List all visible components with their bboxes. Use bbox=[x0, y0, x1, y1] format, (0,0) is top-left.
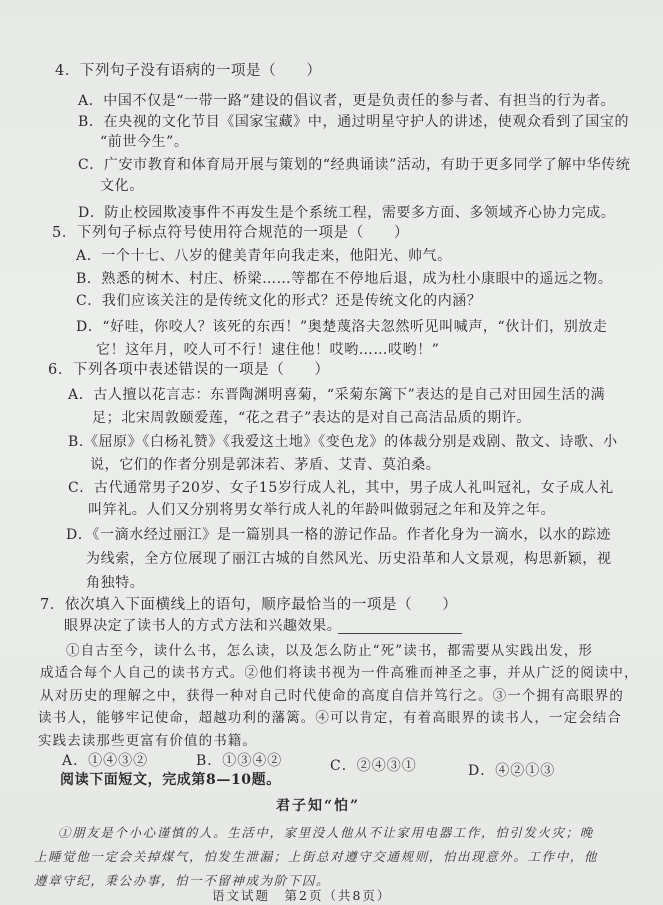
q6-option-a: A．古人擅以花言志：东晋陶渊明喜菊，“采菊东篱下”表达的是自己对田园生活的满 bbox=[68, 387, 606, 403]
q7-passage-line-3: 从对历史的理解之中，获得一种对自己时代使命的高度自信并笃行之。③一个拥有高眼界的 bbox=[40, 688, 624, 704]
q6-option-d-cont2: 角独特。 bbox=[86, 575, 145, 591]
q4-option-b: B．在央视的文化节目《国家宝藏》中，通过明星守护人的讲述，使观众看到了国宝的 bbox=[78, 114, 630, 130]
reading-line-3: 遵章守纪，秉公办事，怕一不留神成为阶下囚。 bbox=[34, 873, 331, 888]
q6-option-b: B.《屈原》《白杨礼赞》《我爱这土地》《变色龙》的体裁分别是戏剧、散文、诗歌、小 bbox=[68, 434, 618, 450]
q7-choice-d: D．④②①③ bbox=[468, 763, 556, 779]
reading-line-1: ①朋友是个小心谨慎的人。生活中，家里没人他从不让家用电器工作，怕引发火灾；晚 bbox=[58, 825, 594, 840]
q5-option-b: B．熟悉的树木、村庄、桥梁……等都在不停地后退，成为杜小康眼中的遥远之物。 bbox=[76, 271, 613, 287]
q4-option-b-cont: “前世今生”。 bbox=[100, 134, 189, 150]
q4-option-a: A．中国不仅是“一带一路”建设的倡议者，更是负责任的参与者、有担当的行为者。 bbox=[78, 93, 616, 109]
q7-intro: 眼界决定了读书人的方式方法和兴趣效果。 bbox=[64, 618, 342, 634]
q6-option-d: D．《一滴水经过丽江》是一篇别具一格的游记作品。作者化身为一滴水，以水的踪迹 bbox=[66, 527, 612, 543]
q7-passage-line-1: ①自古至今，读什么书，怎么读，以及怎么防止“死”读书，都需要从实践出发，形 bbox=[66, 643, 594, 659]
q6-option-c: C．古代通常男子20岁、女子15岁行成人礼，其中，男子成人礼叫冠礼，女子成人礼 bbox=[68, 480, 614, 496]
q5-option-d: D．“好哇，你咬人？该死的东西！”奥楚蔑洛夫忽然听见叫喊声，“伙计们，别放走 bbox=[76, 319, 608, 335]
q7-passage-line-2: 成适合每个人自己的读书方式。②他们将读书视为一件高雅而神圣之事，并从广泛的阅读中， bbox=[40, 665, 639, 681]
q4-option-d: D．防止校园欺凌事件不再发生是个系统工程，需要多方面、多领域齐心协力完成。 bbox=[78, 205, 616, 221]
q6-stem: 6．下列各项中表述错误的一项是（ ） bbox=[48, 362, 330, 378]
q7-stem: 7．依次填入下面横线上的语句，顺序最恰当的一项是（ ） bbox=[40, 597, 458, 613]
reading-title: 君子知“怕” bbox=[276, 798, 361, 814]
q5-option-d-cont: 它！这年月，咬人可不行！逮住他！哎哟……哎哟！” bbox=[96, 342, 440, 358]
q7-passage-line-5: 实践去读那些更富有价值的书籍。 bbox=[38, 733, 257, 749]
q4-option-c-cont: 文化。 bbox=[100, 178, 144, 194]
q4-stem: 4．下列句子没有语病的一项是（ ） bbox=[55, 63, 322, 79]
q6-option-b-cont: 说，它们的作者分别是郭沫若、茅盾、艾青、莫泊桑。 bbox=[90, 457, 441, 473]
q6-option-c-cont: 叫笄礼。人们又分别将男女举行成人礼的年龄叫做弱冠之年和及笄之年。 bbox=[88, 502, 556, 518]
q6-option-a-cont: 足；北宋周敦颐爱莲，“花之君子”表达的是对自己高洁品质的期许。 bbox=[92, 410, 531, 426]
q4-option-c: C．广安市教育和体育局开展与策划的“经典诵读”活动，有助于更多同学了解中华传统 bbox=[78, 157, 631, 173]
reading-instruction: 阅读下面短文，完成第8—10题。 bbox=[60, 772, 281, 788]
q5-stem: 5．下列句子标点符号使用符合规范的一项是（ ） bbox=[52, 225, 410, 241]
q7-choice-c: C．②④③① bbox=[330, 758, 417, 774]
q7-choice-a: A．①④③② bbox=[62, 753, 149, 769]
page-footer: 语文试题 第2页（共8页） bbox=[212, 888, 392, 903]
reading-line-2: 上睡觉他一定会关掉煤气，怕发生泄漏；上街总对遵守交通规则，怕出现意外。工作中，他 bbox=[34, 849, 599, 864]
q5-option-a: A．一个十七、八岁的健美青年向我走来，他阳光、帅气。 bbox=[76, 248, 452, 264]
q6-option-d-cont: 为线索，全方位展现了丽江古城的自然风光、历史沿革和人文景观，构思新颖，视 bbox=[86, 551, 612, 567]
q5-option-c: C．我们应该关注的是传统文化的形式？还是传统文化的内涵？ bbox=[76, 293, 482, 309]
q7-passage-line-4: 读书人，能够牢记使命，超越功利的藩篱。④可以肯定，有着高眼界的读书人，一定会结合 bbox=[38, 710, 622, 726]
q7-choice-b: B．①③④② bbox=[196, 753, 283, 769]
q7-answer-blank bbox=[338, 633, 462, 634]
